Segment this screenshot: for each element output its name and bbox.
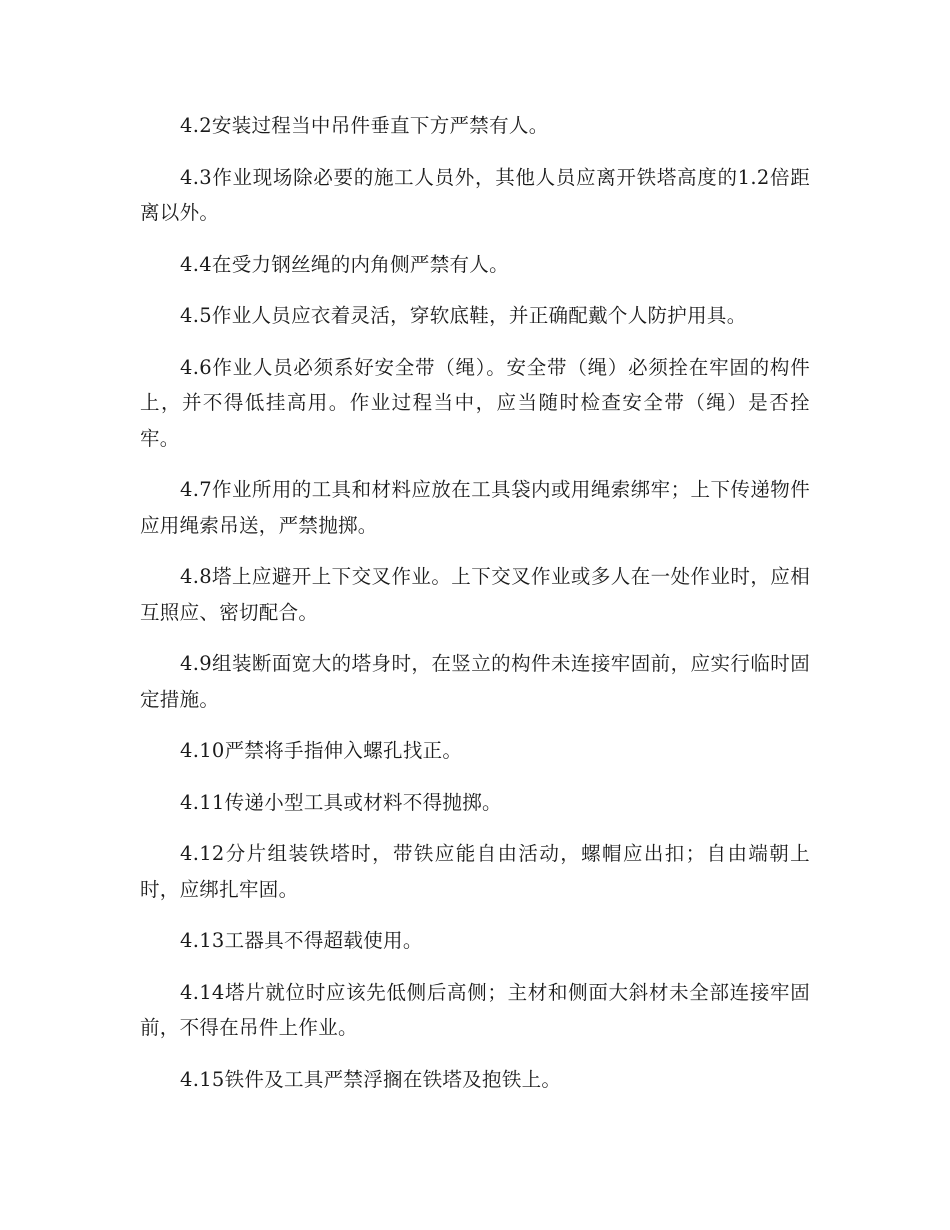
paragraph-4-8: 4.8塔上应避开上下交叉作业。上下交叉作业或多人在一处作业时，应相互照应、密切配合。 [140,565,810,624]
paragraph-4-14: 4.14塔片就位时应该先低侧后高侧；主材和侧面大斜材未全部连接牢固前，不得在吊件上作业。 [140,980,810,1039]
paragraph-4-12: 4.12分片组装铁塔时，带铁应能自由活动，螺帽应出扣；自由端朝上时，应绑扎牢固。 [140,842,810,901]
paragraph-4-7: 4.7作业所用的工具和材料应放在工具袋内或用绳索绑牢；上下传递物件应用绳索吊送，严禁抛掷。 [140,478,810,537]
paragraph-4-5: 4.5作业人员应衣着灵活，穿软底鞋，并正确配戴个人防护用具。 [180,304,747,327]
document-body [140,108,810,1113]
paragraph-4-6: 4.6作业人员必须系好安全带（绳）。安全带（绳）必须拴在牢固的构件上，并不得低挂高用。作业过程当中，应当随时检查安全带（绳）是否拴牢。 [140,355,810,450]
paragraph-4-11: 4.11传递小型工具或材料不得抛掷。 [180,790,502,814]
paragraph-4-4: 4.4在受力钢丝绳的内角侧严禁有人。 [180,252,509,276]
paragraph-4-13: 4.13工器具不得超载使用。 [180,929,423,952]
paragraph-4-10: 4.10严禁将手指伸入螺孔找正。 [180,739,463,762]
paragraph-4-15: 4.15铁件及工具严禁浮搁在铁塔及抱铁上。 [180,1067,562,1091]
paragraph-4-9: 4.9组装断面宽大的塔身时，在竖立的构件未连接牢固前，应实行临时固定措施。 [140,652,810,711]
paragraph-4-2: 4.2安装过程当中吊件垂直下方严禁有人。 [180,114,549,137]
paragraph-4-3: 4.3作业现场除必要的施工人员外，其他人员应离开铁塔高度的1.2倍距离以外。 [140,165,810,224]
